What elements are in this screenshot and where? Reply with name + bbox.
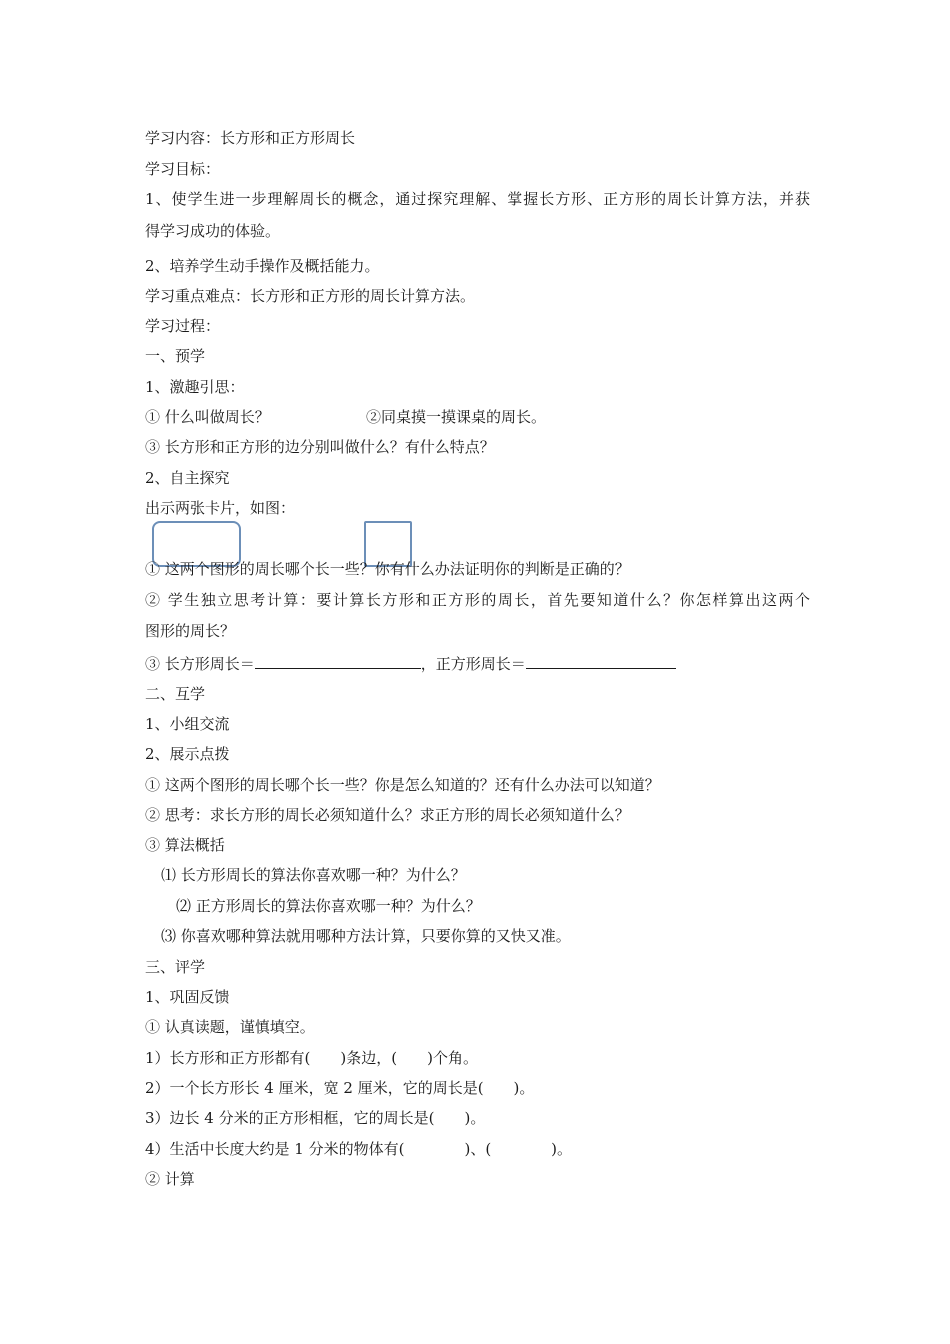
explore-question-1: ① 这两个图形的周长哪个长一些？你有什么办法证明你的判断是正确的？ (145, 560, 630, 578)
rectangle-perimeter-blank[interactable] (255, 653, 421, 669)
explore-question-2-line-2: 图形的周长？ (145, 622, 236, 640)
fill-question-3: 3）边长 4 分米的正方形相框，它的周长是( )。 (145, 1109, 486, 1127)
fill-question-1: 1）长方形和正方形都有( )条边，( )个角。 (145, 1049, 478, 1067)
fill-in-instructions: ① 认真读题，谨慎填空。 (145, 1018, 315, 1036)
objectives-heading: 学习目标： (145, 160, 221, 178)
section-preview: 一、预学 (145, 347, 206, 365)
discussion-question-3: ③ 算法概括 (145, 836, 225, 854)
sub-item-1: ⑴ 长方形周长的算法你喜欢哪一种？为什么？ (161, 866, 466, 884)
fill-question-4: 4）生活中长度大约是 1 分米的物体有( )、( )。 (145, 1140, 573, 1158)
lesson-title: 学习内容：长方形和正方形周长 (145, 129, 356, 147)
discussion-question-2: ② 思考：求长方形的周长必须知道什么？求正方形的周长必须知道什么？ (145, 806, 630, 824)
section-3-item-1: 1、巩固反馈 (145, 988, 230, 1006)
objective-2: 2、培养学生动手操作及概括能力。 (145, 257, 380, 275)
sub-item-2: ⑵ 正方形周长的算法你喜欢哪一种？为什么？ (176, 897, 481, 915)
cards-intro: 出示两张卡片，如图： (145, 499, 296, 517)
section-2-item-1: 1、小组交流 (145, 715, 230, 733)
square-perimeter-blank[interactable] (526, 653, 676, 669)
section-1-item-2: 2、自主探究 (145, 469, 230, 487)
explore-question-2-line-1: ② 学生独立思考计算：要计算长方形和正方形的周长，首先要知道什么？你怎样算出这两个 (145, 591, 810, 609)
calculation-heading: ② 计算 (145, 1170, 195, 1188)
section-mutual-learning: 二、互学 (145, 685, 206, 703)
objective-1-line-2: 得学习成功的体验。 (145, 222, 281, 240)
section-1-item-1: 1、激趣引思： (145, 378, 245, 396)
discussion-question-1: ① 这两个图形的周长哪个长一些？你是怎么知道的？还有什么办法可以知道？ (145, 776, 660, 794)
fill-question-2: 2）一个长方形长 4 厘米，宽 2 厘米，它的周长是( )。 (145, 1079, 535, 1097)
process-heading: 学习过程： (145, 317, 221, 335)
explore-question-3 (145, 653, 676, 674)
key-points: 学习重点难点：长方形和正方形的周长计算方法。 (145, 287, 476, 305)
section-evaluation: 三、评学 (145, 958, 206, 976)
question-what-is-perimeter: ① 什么叫做周长？ (145, 408, 270, 426)
rectangle-perimeter-label: ③ 长方形周长＝ (145, 655, 255, 673)
objective-1-line-1: 1、使学生进一步理解周长的概念，通过探究理解、掌握长方形、正方形的周长计算方法，并获 (145, 190, 810, 208)
question-sides: ③ 长方形和正方形的边分别叫做什么？有什么特点？ (145, 438, 495, 456)
square-perimeter-label: ，正方形周长＝ (420, 655, 526, 673)
sub-item-3: ⑶ 你喜欢哪种算法就用哪种方法计算，只要你算的又快又准。 (161, 927, 571, 945)
question-desk-perimeter: ②同桌摸一摸课桌的周长。 (366, 408, 547, 426)
section-2-item-2: 2、展示点拨 (145, 745, 230, 763)
